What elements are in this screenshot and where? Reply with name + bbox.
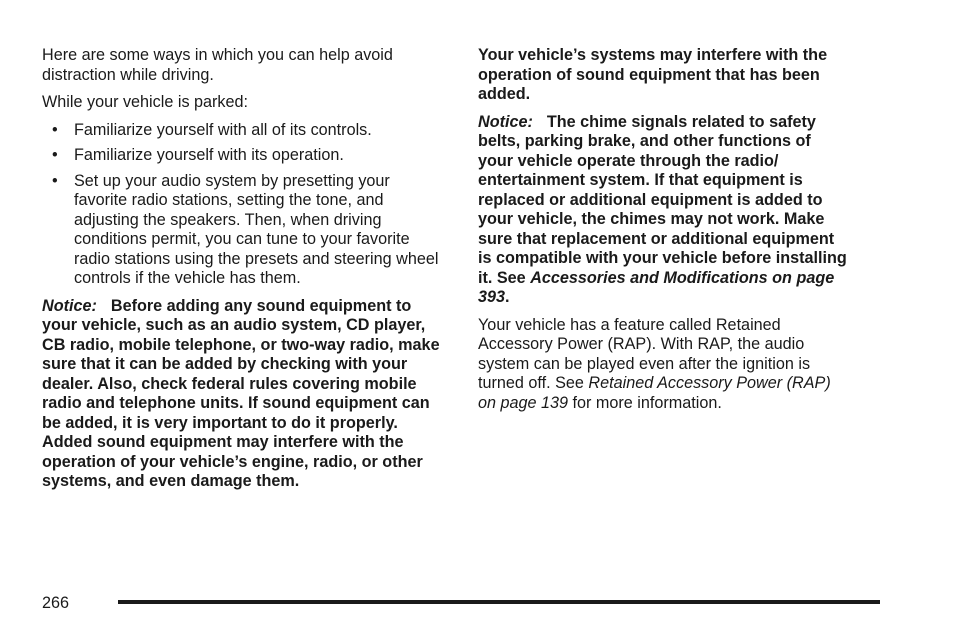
notice-paragraph [42, 297, 447, 492]
footer-divider [118, 600, 880, 604]
intro-paragraph: Here are some ways in which you can help avoid distraction while driving. [42, 46, 393, 84]
accessories-link[interactable]: Accessories and Modifications on page 393 [478, 268, 835, 306]
rap-paragraph [478, 316, 850, 414]
notice-paragraph [478, 113, 850, 308]
rap-end: for more information. [572, 393, 722, 412]
bullet-icon: • [52, 171, 58, 190]
list-item [42, 172, 447, 289]
left-column [42, 46, 447, 500]
page-number: 266 [42, 594, 70, 612]
list-item-text: Set up your audio system by presetting your favorite radio stations, setting the tone, and adjusting the speakers. Then, when driving conditions permit, you can tune to your favorite radio stations using the presets and steering wheel controls if the vehicle has them. [74, 171, 439, 287]
list-item-text: Familiarize yourself with its operation. [74, 146, 344, 164]
list-item [42, 121, 447, 141]
bullet-icon: • [52, 146, 58, 164]
notice-text: The chime signals related to safety belts, parking brake, and other functions of your vehicle operate through the radio/ entertainment system. If that equipment is replaced or additional equipment is added to your vehicle, the chimes may not work. Make sure that replacement or additional equipment is compatible with your vehicle before installing it. See [478, 112, 847, 287]
list-item-text: Familiarize yourself with all of its controls. [74, 120, 372, 139]
bullet-icon: • [52, 120, 58, 139]
parked-paragraph: While your vehicle is parked: [42, 93, 249, 111]
notice-end: . [505, 288, 510, 306]
rap-text: Your vehicle has a feature called Retained Accessory Power (RAP). With RAP, the audio system can be played even after the ignition is turned off. See [478, 315, 811, 392]
warning-paragraph: Your vehicle’s systems may interfere with the operation of sound equipment that has been added. [478, 46, 828, 103]
notice-label: Notice: [42, 296, 97, 315]
tips-list [42, 121, 447, 289]
list-item [42, 146, 447, 166]
right-column [478, 46, 850, 421]
notice-label: Notice: [478, 112, 533, 131]
rap-link[interactable]: Retained Accessory Power (RAP) on page 139 [478, 374, 831, 412]
notice-text: Before adding any sound equipment to your vehicle, such as an audio system, CD player, CB radio, mobile telephone, or two-way radio, make sure that it can be added by checking with your dealer. Also, check federal rules covering mobile radio and telephone units. If sound equipment can be added, it is very important to do it properly. Added sound equipment may interfere with the operation of your vehicle’s engine, radio, or other systems, and even damage them. [42, 296, 440, 490]
